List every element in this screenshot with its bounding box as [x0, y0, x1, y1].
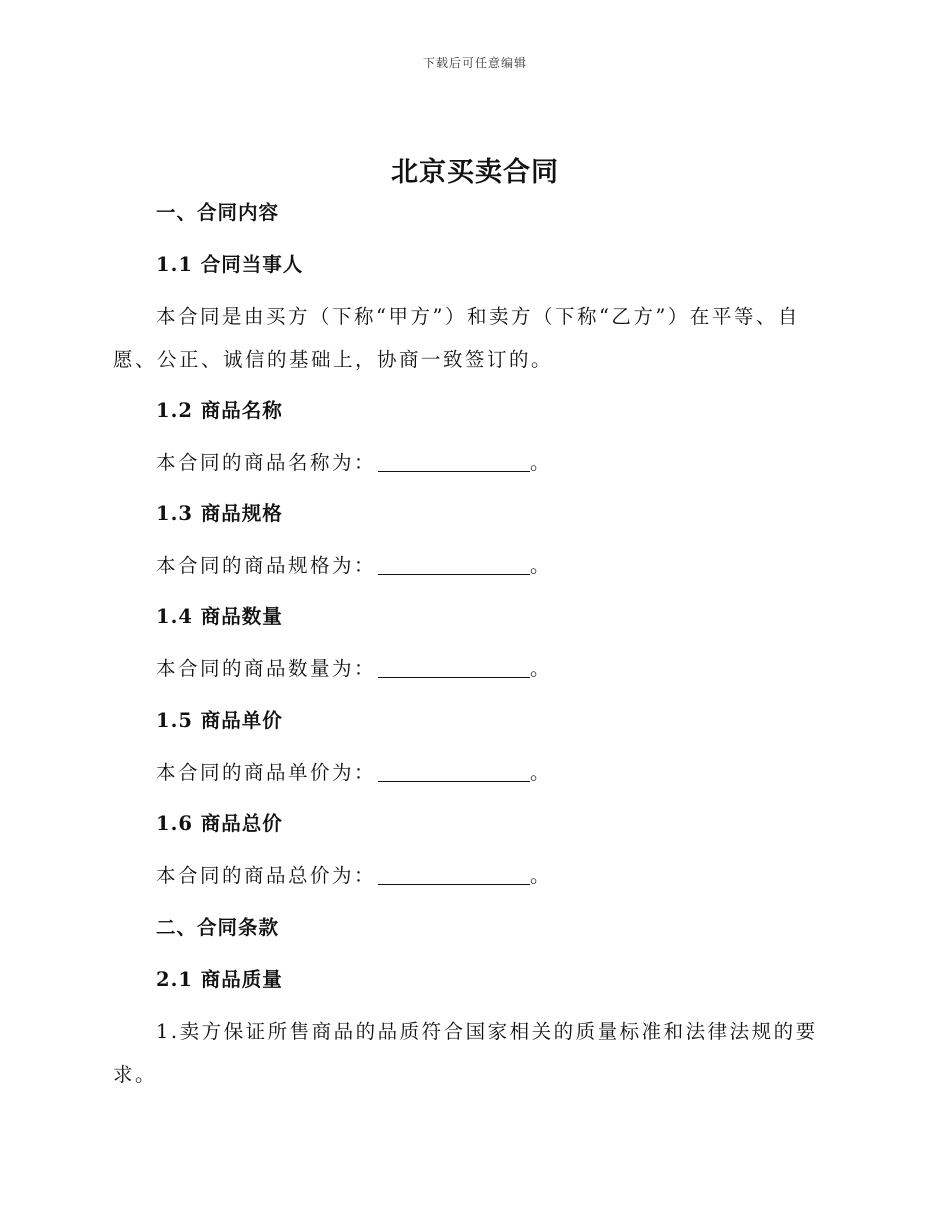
period: 。 [530, 864, 553, 887]
section-heading-contract-terms: 二、合同条款 [156, 916, 280, 939]
product-name-label: 本合同的商品名称为： [156, 451, 377, 474]
parties-paragraph-line-1: 本合同是由买方（下称“甲方”）和卖方（下称“乙方”）在平等、自 [156, 305, 800, 328]
period: 。 [530, 554, 553, 577]
period: 。 [530, 451, 553, 474]
product-spec-line [156, 550, 552, 578]
subsection-heading-product-quantity: 1.4 商品数量 [156, 605, 283, 628]
product-name-line [156, 447, 552, 475]
period: 。 [530, 657, 553, 680]
product-spec-label: 本合同的商品规格为： [156, 554, 377, 577]
period: 。 [530, 761, 553, 784]
quality-paragraph-line-2: 求。 [113, 1063, 158, 1086]
subsection-heading-parties: 1.1 合同当事人 [156, 253, 304, 276]
product-name-blank [378, 453, 530, 472]
unit-price-line [156, 757, 552, 785]
header-note: 下载后可任意编辑 [422, 56, 527, 70]
subsection-heading-total-price: 1.6 商品总价 [156, 812, 283, 835]
total-price-label: 本合同的商品总价为： [156, 864, 377, 887]
parties-paragraph-line-2: 愿、公正、诚信的基础上，协商一致签订的。 [113, 348, 554, 371]
quality-paragraph-line-1: 1.卖方保证所售商品的品质符合国家相关的质量标准和法律法规的要 [156, 1020, 818, 1043]
product-quantity-label: 本合同的商品数量为： [156, 657, 377, 680]
document-title: 北京买卖合同 [391, 157, 559, 188]
subsection-heading-product-quality: 2.1 商品质量 [156, 968, 283, 991]
unit-price-blank [378, 763, 530, 782]
subsection-heading-product-spec: 1.3 商品规格 [156, 502, 283, 525]
total-price-blank [378, 866, 530, 885]
subsection-heading-product-name: 1.2 商品名称 [156, 399, 283, 422]
product-spec-blank [378, 556, 530, 575]
product-quantity-line [156, 653, 552, 681]
section-heading-contract-content: 一、合同内容 [156, 201, 280, 224]
unit-price-label: 本合同的商品单价为： [156, 761, 377, 784]
total-price-line [156, 860, 552, 888]
product-quantity-blank [378, 659, 530, 678]
subsection-heading-unit-price: 1.5 商品单价 [156, 709, 283, 732]
